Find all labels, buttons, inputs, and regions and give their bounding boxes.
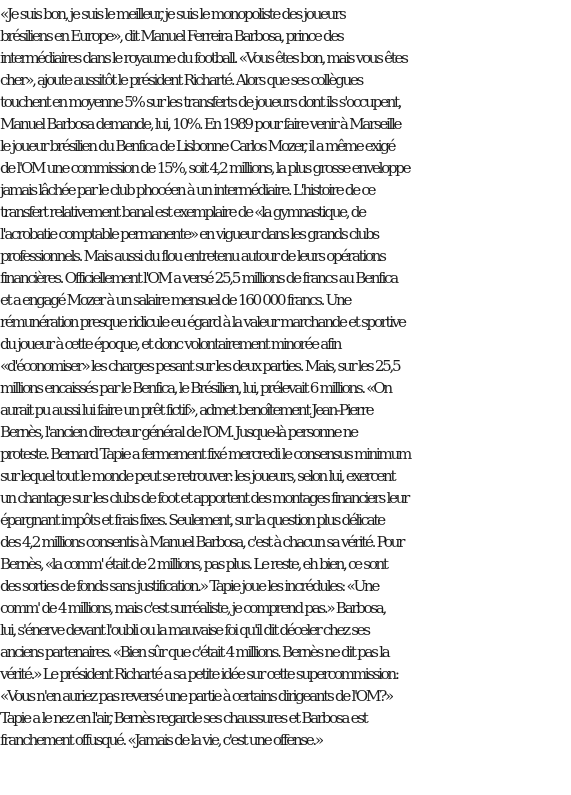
text-line: vérité.» Le président Richarté a sa petite idée sur cette supercommission: [0,665,398,683]
text-line: intermédiaires dans le royaume du football. «Vous êtes bon, mais vous êtes [0,49,407,67]
text-line: un chantage sur les clubs de foot et apportent des montages financiers leur [0,489,408,507]
text-line: brésiliens en Europe», dit Manuel Ferreira Barbosa, prince des [0,27,343,45]
text-line: Manuel Barbosa demande, lui, 10%. En 1989 pour faire venir à Marseille [0,115,401,133]
text-line: épargnant impôts et frais fixes. Seulement, sur la question plus délicate [0,511,384,529]
text-line: anciens partenaires. «Bien sûr que c'était 4 millions. Bernès ne dit pas la [0,643,389,661]
text-line: «Vous n'en auriez pas reversé une partie à certains dirigeants de l'OM?» [0,687,392,705]
text-line: transfert relativement banal est exemplaire de «la gymnastique, de [0,203,365,221]
text-line: des 4,2 millions consentis à Manuel Barbosa, c'est à chacun sa vérité. Pour [0,533,403,551]
text-line: «Je suis bon, je suis le meilleur, je suis le monopoliste des joueurs [0,5,345,23]
text-line: «d'économiser» les charges pesant sur les deux parties. Mais, sur les 25,5 [0,357,400,375]
text-line: Bernès, l'ancien directeur général de l'OM. Jusque-là personne ne [0,423,357,441]
text-line: sur lequel tout le monde peut se retrouver: les joueurs, selon lui, exercent [0,467,395,485]
text-line: et a engagé Mozer à un salaire mensuel de 160 000 francs. Une [0,291,351,309]
text-line: rémunération presque ridicule eu égard à la valeur marchande et sportive [0,313,405,331]
text-line: Tapie a le nez en l'air, Bernès regarde ses chaussures et Barbosa est [0,709,367,727]
text-line: de l'OM une commission de 15%, soit 4,2 millions, la plus grosse enveloppe [0,159,410,177]
text-line: Bernès, «la comm' était de 2 millions, pas plus. Le reste, eh bien, ce sont [0,555,387,573]
text-line: cher», ajoute aussitôt le président Richarté. Alors que ses collègues [0,71,362,89]
text-line: millions encaissés par le Benfica, le Brésilien, lui, prélevait 6 millions. «On [0,379,391,397]
text-line: professionnels. Mais aussi du flou entretenu autour de leurs opérations [0,247,385,265]
text-line: aurait pu aussi lui faire un prêt fictif», admet benoîtement Jean-Pierre [0,401,373,419]
text-line: le joueur brésilien du Benfica de Lisbonne Carlos Mozer, il a même exigé [0,137,395,155]
text-line: comm' de 4 millions, mais c'est surréaliste, je comprend pas.» Barbosa, [0,599,385,617]
text-line: jamais lâchée par le club phocéen à un intermédiaire. L'histoire de ce [0,181,375,199]
text-line: l'acrobatie comptable permanente» en vigueur dans les grands clubs [0,225,378,243]
text-line: franchement offusqué. «Jamais de la vie, c'est une offense.» [0,731,322,749]
text-line: financières. Officiellement l'OM a versé 25,5 millions de francs au Benfica [0,269,397,287]
text-line: des sorties de fonds sans justification.» Tapie joue les incrédules: «Une [0,577,379,595]
text-line: lui, s'énerve devant l'oubli ou la mauvaise foi qu'il dit déceler chez ses [0,621,369,639]
text-line: du joueur à cette époque, et donc volontairement minorée afin [0,335,341,353]
text-line: touchent en moyenne 5% sur les transferts de joueurs dont ils s'occupent, [0,93,401,111]
text-line: proteste. Bernard Tapie a fermement fixé mercredi le consensus minimum [0,445,410,463]
